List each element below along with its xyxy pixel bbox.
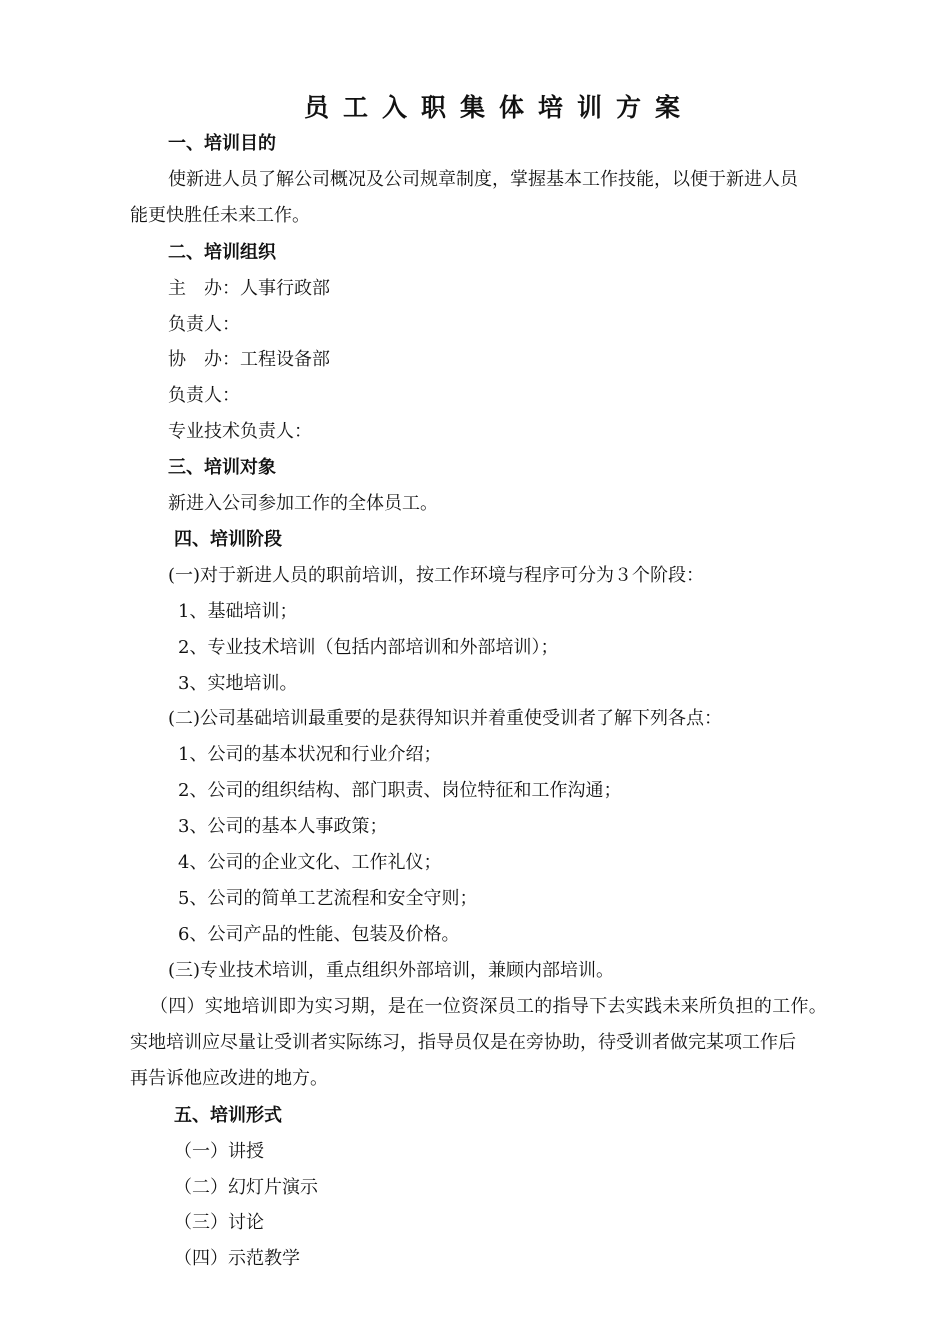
host-department: 主 办：人事行政部 <box>168 278 330 299</box>
audience-text: 新进入公司参加工作的全体员工。 <box>168 493 438 514</box>
format-item: （一）讲授 <box>174 1141 264 1162</box>
host-lead: 负责人： <box>168 314 240 335</box>
section-heading-purpose: 一、培训目的 <box>168 133 276 154</box>
basic-training-item: 6、公司产品的性能、包装及价格。 <box>178 924 460 945</box>
section-heading-format: 五、培训形式 <box>174 1105 282 1126</box>
stage-item: 3、实地培训。 <box>178 673 298 694</box>
co-host-department: 协 办：工程设备部 <box>168 349 330 370</box>
technical-lead: 专业技术负责人： <box>168 421 312 442</box>
stages-d-line-1: （四）实地培训即为实习期，是在一位资深员工的指导下去实践未来所负担的工作。 <box>150 996 828 1017</box>
stages-d-line-3: 再告诉他应改进的地方。 <box>130 1068 328 1089</box>
section-heading-stages: 四、培训阶段 <box>174 529 282 550</box>
purpose-text-line-1: 使新进人员了解公司概况及公司规章制度，掌握基本工作技能，以便于新进人员 <box>168 169 798 190</box>
section-heading-organization: 二、培训组织 <box>168 242 276 263</box>
format-item: （四）示范教学 <box>174 1248 300 1269</box>
basic-training-item: 4、公司的企业文化、工作礼仪； <box>178 852 442 873</box>
stage-item: 1、基础培训； <box>178 601 298 622</box>
stages-intro-a: (一)对于新进人员的职前培训，按工作环境与程序可分为３个阶段： <box>168 565 705 586</box>
co-host-lead: 负责人： <box>168 385 240 406</box>
stages-c: (三)专业技术培训，重点组织外部培训，兼顾内部培训。 <box>168 960 615 981</box>
purpose-text-line-2: 能更快胜任未来工作。 <box>130 205 310 226</box>
stage-item: 2、专业技术培训（包括内部培训和外部培训）； <box>178 637 559 658</box>
format-item: （二）幻灯片演示 <box>174 1177 318 1198</box>
document-title: 员工入职集体培训方案 <box>304 93 695 122</box>
basic-training-item: 2、公司的组织结构、部门职责、岗位特征和工作沟通； <box>178 780 622 801</box>
format-item: （三）讨论 <box>174 1212 264 1233</box>
basic-training-item: 5、公司的简单工艺流程和安全守则； <box>178 888 478 909</box>
basic-training-item: 1、公司的基本状况和行业介绍； <box>178 744 442 765</box>
stages-intro-b: (二)公司基础培训最重要的是获得知识并着重使受训者了解下列各点： <box>168 708 723 729</box>
basic-training-item: 3、公司的基本人事政策； <box>178 816 388 837</box>
section-heading-audience: 三、培训对象 <box>168 457 276 478</box>
stages-d-line-2: 实地培训应尽量让受训者实际练习，指导员仅是在旁协助，待受训者做完某项工作后 <box>130 1032 796 1053</box>
